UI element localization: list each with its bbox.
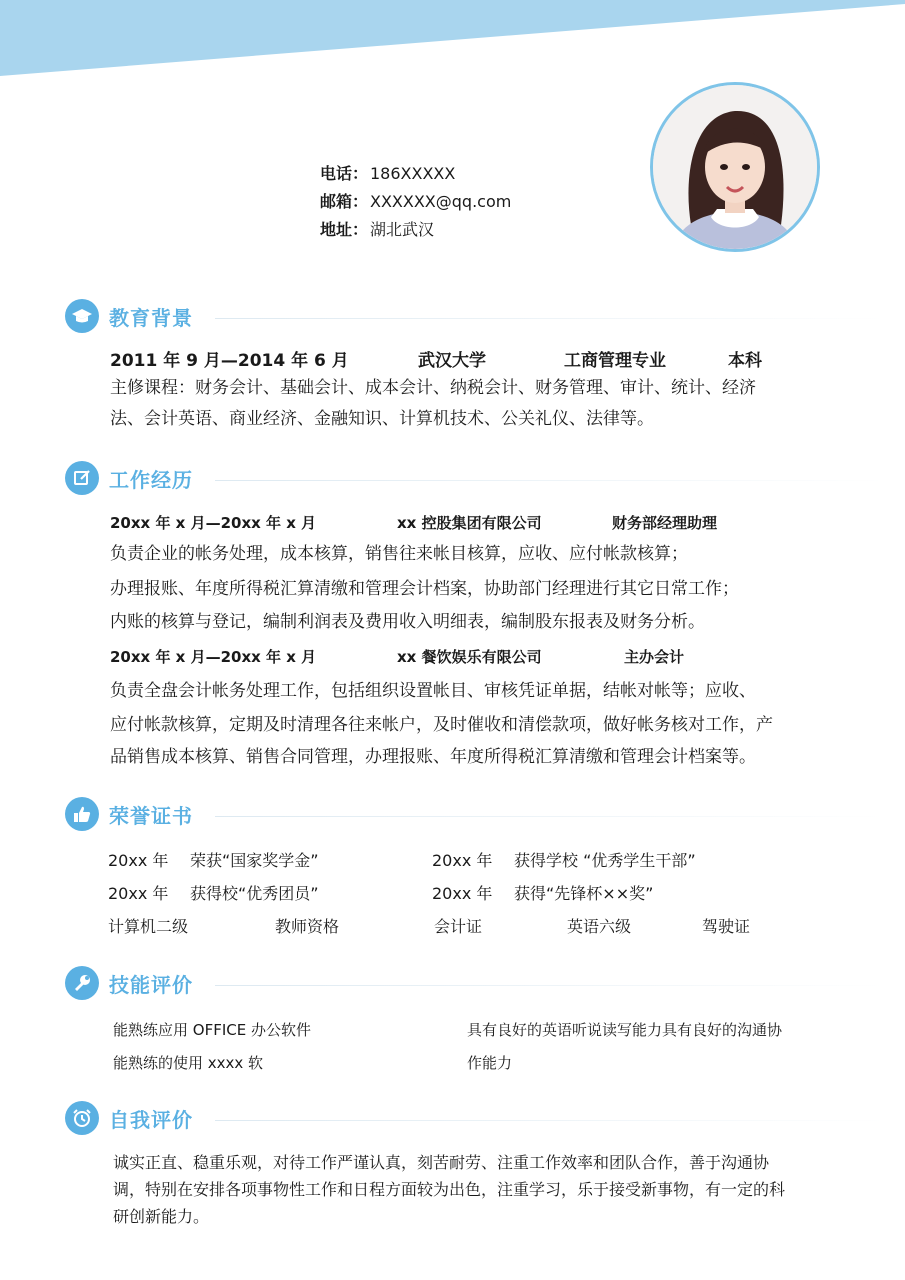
phone-value: 186XXXXX bbox=[370, 164, 456, 183]
section-divider bbox=[215, 318, 885, 319]
courses-line: 主修课程：财务会计、基础会计、成本会计、纳税会计、财务管理、审计、统计、经济 bbox=[110, 378, 756, 398]
education-period: 2011 年 9 月—2014 年 6 月 bbox=[110, 351, 349, 371]
job-period: 20xx 年 x 月—20xx 年 x 月 bbox=[110, 514, 317, 532]
edit-icon bbox=[65, 461, 99, 495]
section-self-evaluation bbox=[65, 1100, 193, 1136]
education-header-row bbox=[110, 344, 830, 372]
section-skills bbox=[65, 965, 193, 1001]
certificate: 英语六级 bbox=[567, 917, 632, 936]
email-value: XXXXXX@qq.com bbox=[370, 192, 512, 211]
honor-year: 20xx 年 bbox=[108, 884, 169, 903]
honor-text: 荣获“国家奖学金” bbox=[190, 851, 319, 870]
section-honors bbox=[65, 796, 193, 832]
education-title: 教育背景 bbox=[109, 305, 193, 330]
education-school: 武汉大学 bbox=[418, 351, 486, 371]
honor-text: 获得“先锋杯××奖” bbox=[514, 884, 654, 903]
honor-text: 获得校“优秀团员” bbox=[190, 884, 319, 903]
alarm-clock-icon bbox=[65, 1101, 99, 1135]
thumbs-up-icon bbox=[65, 797, 99, 831]
job-duty-line: 应付帐款核算，定期及时清理各往来帐户，及时催收和清偿款项，做好帐务核对工作，产 bbox=[110, 715, 773, 735]
graduation-cap-icon bbox=[65, 299, 99, 333]
honor-year: 20xx 年 bbox=[432, 851, 493, 870]
certificate: 会计证 bbox=[434, 917, 483, 936]
self-evaluation-title: 自我评价 bbox=[109, 1107, 193, 1132]
self-evaluation-line: 诚实正直、稳重乐观，对待工作严谨认真，刻苦耐劳、注重工作效率和团队合作，善于沟通协 bbox=[113, 1153, 770, 1172]
section-divider bbox=[215, 985, 885, 986]
honors-title: 荣誉证书 bbox=[109, 803, 193, 828]
phone-label: 电话： bbox=[320, 164, 369, 183]
courses-line: 法、会计英语、商业经济、金融知识、计算机技术、公关礼仪、法律等。 bbox=[110, 409, 654, 429]
email-label: 邮箱： bbox=[320, 192, 369, 211]
address-label: 地址： bbox=[320, 220, 369, 239]
skill-item: 能熟练的使用 xxxx 软 bbox=[113, 1054, 264, 1072]
honor-text: 获得学校 “优秀学生干部” bbox=[514, 851, 696, 870]
job-duty-line: 品销售成本核算、销售合同管理，办理报账、年度所得税汇算清缴和管理会计档案等。 bbox=[110, 747, 756, 767]
contact-block bbox=[320, 160, 511, 244]
job-duty-line: 负责企业的帐务处理，成本核算，销售往来帐目核算，应收、应付帐款核算； bbox=[110, 544, 688, 564]
section-divider bbox=[215, 480, 885, 481]
job-duty-line: 内账的核算与登记，编制利润表及费用收入明细表，编制股东报表及财务分析。 bbox=[110, 612, 705, 632]
address-value: 湖北武汉 bbox=[370, 220, 435, 239]
section-work bbox=[65, 460, 193, 496]
job-position: 财务部经理助理 bbox=[612, 514, 718, 532]
section-education bbox=[65, 298, 193, 334]
education-major: 工商管理专业 bbox=[564, 351, 666, 371]
skill-item: 作能力 bbox=[467, 1054, 513, 1072]
self-evaluation-line: 研创新能力。 bbox=[113, 1207, 210, 1226]
education-degree: 本科 bbox=[728, 351, 762, 371]
certificate: 教师资格 bbox=[275, 917, 340, 936]
self-evaluation-line: 调，特别在安排各项事物性工作和日程方面较为出色，注重学习，乐于接受新事物，有一定的科 bbox=[113, 1180, 786, 1199]
job-duty-line: 负责全盘会计帐务处理工作，包括组织设置帐目、审核凭证单据，结帐对帐等；应收、 bbox=[110, 681, 756, 701]
header-band bbox=[0, 0, 905, 80]
skill-item: 具有良好的英语听说读写能力具有良好的沟通协 bbox=[467, 1021, 783, 1039]
job-position: 主办会计 bbox=[624, 648, 685, 666]
job-header-row bbox=[110, 508, 830, 538]
profile-photo bbox=[650, 82, 820, 252]
wrench-icon bbox=[65, 966, 99, 1000]
section-divider bbox=[215, 816, 885, 817]
work-title: 工作经历 bbox=[109, 467, 193, 492]
job-duty-line: 办理报账、年度所得税汇算清缴和管理会计档案，协助部门经理进行其它日常工作； bbox=[110, 579, 739, 599]
section-divider bbox=[215, 1120, 885, 1121]
job-company: xx 餐饮娱乐有限公司 bbox=[397, 648, 542, 666]
job-company: xx 控股集团有限公司 bbox=[397, 514, 542, 532]
skills-title: 技能评价 bbox=[109, 972, 193, 997]
honor-year: 20xx 年 bbox=[432, 884, 493, 903]
job-header-row bbox=[110, 642, 830, 672]
certificate: 计算机二级 bbox=[108, 917, 189, 936]
job-period: 20xx 年 x 月—20xx 年 x 月 bbox=[110, 648, 317, 666]
education-courses bbox=[110, 373, 830, 435]
honor-year: 20xx 年 bbox=[108, 851, 169, 870]
skill-item: 能熟练应用 OFFICE 办公软件 bbox=[113, 1021, 311, 1039]
certificate: 驾驶证 bbox=[702, 917, 751, 936]
